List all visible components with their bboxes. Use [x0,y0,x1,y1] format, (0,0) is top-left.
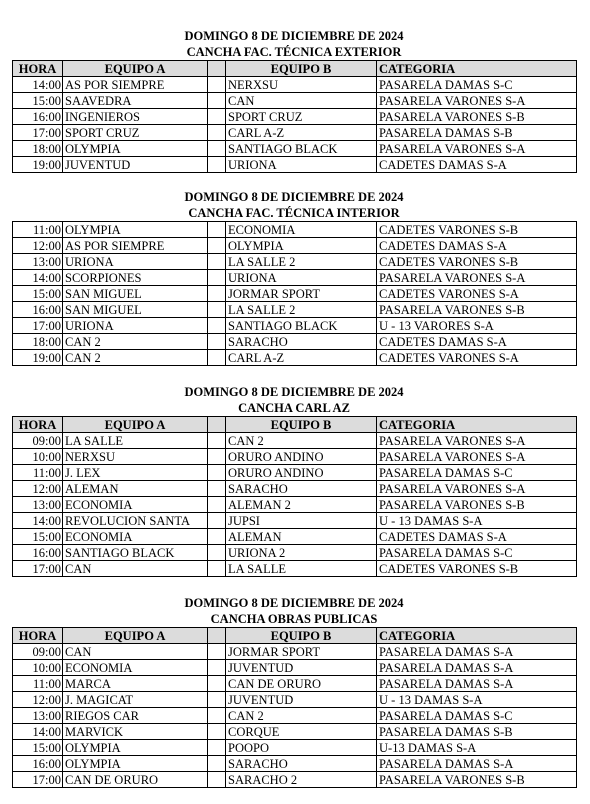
cell-hora: 14:00 [13,513,63,529]
cell-equipo-a: SPORT CRUZ [63,125,208,141]
cell-categoria: PASARELA VARONES S-B [377,302,577,318]
cell-gap [208,109,226,125]
cell-hora: 18:00 [13,334,63,350]
cell-hora: 15:00 [13,740,63,756]
table-row [13,465,577,481]
cell-hora: 12:00 [13,238,63,254]
schedule-section [12,29,576,173]
cell-categoria: CADETES DAMAS S-A [377,157,577,173]
header-categoria: CATEGORIA [377,628,577,644]
cell-gap [208,692,226,708]
cell-categoria: CADETES DAMAS S-A [377,334,577,350]
cell-categoria: CADETES VARONES S-B [377,561,577,577]
cell-gap [208,449,226,465]
cell-equipo-b: ORURO ANDINO [226,465,377,481]
cell-equipo-a: SANTIAGO BLACK [63,545,208,561]
cell-hora: 11:00 [13,465,63,481]
table-row [13,545,577,561]
section-date: DOMINGO 8 DE DICIEMBRE DE 2024 [184,190,404,204]
table-row [13,222,577,238]
table-row [13,334,577,350]
cell-categoria: U - 13 DAMAS S-A [377,513,577,529]
cell-equipo-a: CAN 2 [63,334,208,350]
cell-categoria: PASARELA VARONES S-A [377,270,577,286]
cell-equipo-a: LA SALLE [63,433,208,449]
table-row [13,433,577,449]
cell-hora: 19:00 [13,157,63,173]
cell-equipo-b: CAN DE ORURO [226,676,377,692]
cell-categoria: PASARELA VARONES S-B [377,772,577,788]
cell-equipo-b: URIONA [226,270,377,286]
cell-gap [208,238,226,254]
cell-categoria: CADETES VARONES S-A [377,350,577,366]
cell-equipo-b: JORMAR SPORT [226,286,377,302]
cell-hora: 09:00 [13,644,63,660]
cell-gap [208,334,226,350]
cell-gap [208,141,226,157]
cell-equipo-b: JUVENTUD [226,692,377,708]
cell-hora: 13:00 [13,497,63,513]
cell-gap [208,93,226,109]
section-heading [12,29,576,60]
table-row [13,93,577,109]
cell-equipo-b: SARACHO 2 [226,772,377,788]
cell-equipo-a: CAN [63,644,208,660]
header-equipo-a: EQUIPO A [63,417,208,433]
cell-equipo-b: ECONOMIA [226,222,377,238]
cell-hora: 10:00 [13,660,63,676]
cell-equipo-b: URIONA 2 [226,545,377,561]
cell-gap [208,465,226,481]
cell-gap [208,302,226,318]
cell-equipo-b: ALEMAN 2 [226,497,377,513]
cell-gap [208,433,226,449]
header-gap [208,417,226,433]
cell-equipo-b: JUVENTUD [226,660,377,676]
cell-equipo-b: SARACHO [226,756,377,772]
cell-categoria: CADETES VARONES S-B [377,254,577,270]
cell-equipo-a: ECONOMIA [63,660,208,676]
cell-equipo-b: LA SALLE [226,561,377,577]
cell-gap [208,676,226,692]
section-date: DOMINGO 8 DE DICIEMBRE DE 2024 [184,596,404,610]
cell-hora: 17:00 [13,561,63,577]
cell-categoria: CADETES DAMAS S-A [377,238,577,254]
cell-gap [208,644,226,660]
cell-hora: 14:00 [13,724,63,740]
cell-gap [208,254,226,270]
cell-hora: 12:00 [13,481,63,497]
cell-hora: 18:00 [13,141,63,157]
table-row [13,350,577,366]
cell-categoria: U-13 DAMAS S-A [377,740,577,756]
schedule-table [12,627,577,788]
cell-gap [208,481,226,497]
section-venue: CANCHA FAC. TÉCNICA INTERIOR [188,205,400,220]
cell-categoria: CADETES VARONES S-B [377,222,577,238]
table-row [13,157,577,173]
cell-gap [208,350,226,366]
cell-categoria: PASARELA DAMAS S-C [377,77,577,93]
cell-equipo-a: URIONA [63,318,208,334]
section-heading [12,596,576,627]
cell-equipo-b: SPORT CRUZ [226,109,377,125]
header-hora: HORA [13,61,63,77]
table-row [13,513,577,529]
cell-hora: 16:00 [13,756,63,772]
cell-equipo-b: JORMAR SPORT [226,644,377,660]
cell-gap [208,561,226,577]
table-row [13,318,577,334]
cell-gap [208,529,226,545]
table-row [13,109,577,125]
cell-equipo-a: URIONA [63,254,208,270]
cell-categoria: PASARELA VARONES S-A [377,141,577,157]
header-categoria: CATEGORIA [377,61,577,77]
cell-equipo-a: MARCA [63,676,208,692]
table-row [13,644,577,660]
cell-gap [208,286,226,302]
cell-equipo-a: ECONOMIA [63,497,208,513]
cell-hora: 19:00 [13,350,63,366]
cell-equipo-a: INGENIEROS [63,109,208,125]
cell-categoria: PASARELA DAMAS S-A [377,660,577,676]
cell-equipo-b: CAN 2 [226,708,377,724]
cell-categoria: PASARELA VARONES S-A [377,433,577,449]
table-header-row [13,61,577,77]
cell-hora: 16:00 [13,302,63,318]
cell-equipo-a: SAN MIGUEL [63,286,208,302]
table-row [13,481,577,497]
header-equipo-b: EQUIPO B [226,628,377,644]
cell-hora: 11:00 [13,222,63,238]
table-row [13,772,577,788]
cell-equipo-b: SARACHO [226,334,377,350]
section-venue: CANCHA CARL AZ [238,400,350,415]
cell-gap [208,660,226,676]
cell-gap [208,756,226,772]
cell-categoria: PASARELA DAMAS S-C [377,465,577,481]
cell-gap [208,318,226,334]
cell-equipo-a: OLYMPIA [63,756,208,772]
cell-equipo-b: NERXSU [226,77,377,93]
table-row [13,660,577,676]
cell-equipo-b: OLYMPIA [226,238,377,254]
table-row [13,254,577,270]
cell-equipo-b: CAN 2 [226,433,377,449]
cell-hora: 16:00 [13,109,63,125]
cell-equipo-b: SARACHO [226,481,377,497]
header-gap [208,628,226,644]
cell-equipo-b: CARL A-Z [226,350,377,366]
cell-hora: 15:00 [13,286,63,302]
table-row [13,449,577,465]
cell-gap [208,724,226,740]
cell-categoria: PASARELA DAMAS S-C [377,708,577,724]
cell-equipo-a: SAN MIGUEL [63,302,208,318]
header-equipo-b: EQUIPO B [226,61,377,77]
table-row [13,125,577,141]
cell-hora: 09:00 [13,433,63,449]
cell-equipo-a: SAAVEDRA [63,93,208,109]
cell-categoria: CADETES VARONES S-A [377,286,577,302]
cell-equipo-b: LA SALLE 2 [226,254,377,270]
header-equipo-b: EQUIPO B [226,417,377,433]
table-row [13,740,577,756]
cell-equipo-b: JUPSI [226,513,377,529]
cell-gap [208,708,226,724]
cell-equipo-a: MARVICK [63,724,208,740]
table-row [13,302,577,318]
schedule-section [12,385,576,577]
cell-equipo-a: CAN 2 [63,350,208,366]
cell-gap [208,772,226,788]
cell-equipo-a: ALEMAN [63,481,208,497]
cell-equipo-b: CORQUE [226,724,377,740]
cell-equipo-b: ORURO ANDINO [226,449,377,465]
cell-categoria: CADETES DAMAS S-A [377,529,577,545]
cell-gap [208,497,226,513]
cell-equipo-a: OLYMPIA [63,740,208,756]
cell-gap [208,125,226,141]
cell-gap [208,77,226,93]
cell-hora: 15:00 [13,93,63,109]
cell-equipo-a: OLYMPIA [63,222,208,238]
schedule-section [12,596,576,788]
table-row [13,141,577,157]
cell-hora: 14:00 [13,77,63,93]
schedule-table [12,60,577,173]
cell-hora: 16:00 [13,545,63,561]
header-equipo-a: EQUIPO A [63,628,208,644]
schedule-table [12,416,577,577]
cell-categoria: PASARELA VARONES S-A [377,93,577,109]
schedule-section [12,190,576,366]
cell-equipo-a: SCORPIONES [63,270,208,286]
cell-gap [208,270,226,286]
section-date: DOMINGO 8 DE DICIEMBRE DE 2024 [184,385,404,399]
cell-categoria: U - 13 VARORES S-A [377,318,577,334]
cell-gap [208,222,226,238]
cell-equipo-a: CAN [63,561,208,577]
cell-categoria: PASARELA DAMAS S-B [377,724,577,740]
table-row [13,561,577,577]
cell-categoria: PASARELA VARONES S-B [377,109,577,125]
cell-equipo-a: OLYMPIA [63,141,208,157]
cell-equipo-b: URIONA [226,157,377,173]
cell-categoria: U - 13 DAMAS S-A [377,692,577,708]
cell-equipo-b: SANTIAGO BLACK [226,141,377,157]
cell-categoria: PASARELA VARONES S-A [377,481,577,497]
cell-hora: 12:00 [13,692,63,708]
cell-hora: 11:00 [13,676,63,692]
cell-equipo-a: NERXSU [63,449,208,465]
cell-categoria: PASARELA DAMAS S-A [377,644,577,660]
cell-categoria: PASARELA VARONES S-A [377,449,577,465]
table-header-row [13,417,577,433]
schedule-table [12,221,577,366]
section-heading [12,385,576,416]
cell-equipo-a: J. LEX [63,465,208,481]
cell-gap [208,513,226,529]
cell-equipo-a: JUVENTUD [63,157,208,173]
header-equipo-a: EQUIPO A [63,61,208,77]
table-row [13,497,577,513]
cell-hora: 13:00 [13,708,63,724]
cell-equipo-b: SANTIAGO BLACK [226,318,377,334]
header-hora: HORA [13,628,63,644]
section-date: DOMINGO 8 DE DICIEMBRE DE 2024 [184,29,404,43]
cell-equipo-b: POOPO [226,740,377,756]
cell-hora: 17:00 [13,772,63,788]
cell-equipo-a: AS POR SIEMPRE [63,238,208,254]
table-row [13,77,577,93]
table-row [13,286,577,302]
header-gap [208,61,226,77]
section-heading [12,190,576,221]
cell-equipo-a: ECONOMIA [63,529,208,545]
cell-categoria: PASARELA DAMAS S-C [377,545,577,561]
table-row [13,724,577,740]
section-venue: CANCHA FAC. TÉCNICA EXTERIOR [186,44,402,59]
cell-categoria: PASARELA VARONES S-B [377,497,577,513]
cell-equipo-a: RIEGOS CAR [63,708,208,724]
cell-categoria: PASARELA DAMAS S-A [377,756,577,772]
table-row [13,692,577,708]
table-header-row [13,628,577,644]
header-hora: HORA [13,417,63,433]
section-venue: CANCHA OBRAS PUBLICAS [210,611,378,626]
cell-equipo-a: REVOLUCION SANTA [63,513,208,529]
table-row [13,756,577,772]
table-row [13,708,577,724]
cell-equipo-b: ALEMAN [226,529,377,545]
cell-hora: 14:00 [13,270,63,286]
header-categoria: CATEGORIA [377,417,577,433]
table-row [13,676,577,692]
cell-hora: 17:00 [13,125,63,141]
cell-equipo-b: CARL A-Z [226,125,377,141]
cell-equipo-a: J. MAGICAT [63,692,208,708]
cell-equipo-a: AS POR SIEMPRE [63,77,208,93]
cell-hora: 10:00 [13,449,63,465]
cell-gap [208,740,226,756]
table-row [13,238,577,254]
cell-categoria: PASARELA DAMAS S-B [377,125,577,141]
cell-gap [208,157,226,173]
cell-hora: 17:00 [13,318,63,334]
cell-gap [208,545,226,561]
cell-equipo-a: CAN DE ORURO [63,772,208,788]
table-row [13,529,577,545]
cell-categoria: PASARELA DAMAS S-A [377,676,577,692]
cell-hora: 13:00 [13,254,63,270]
cell-equipo-b: CAN [226,93,377,109]
table-row [13,270,577,286]
cell-hora: 15:00 [13,529,63,545]
cell-equipo-b: LA SALLE 2 [226,302,377,318]
